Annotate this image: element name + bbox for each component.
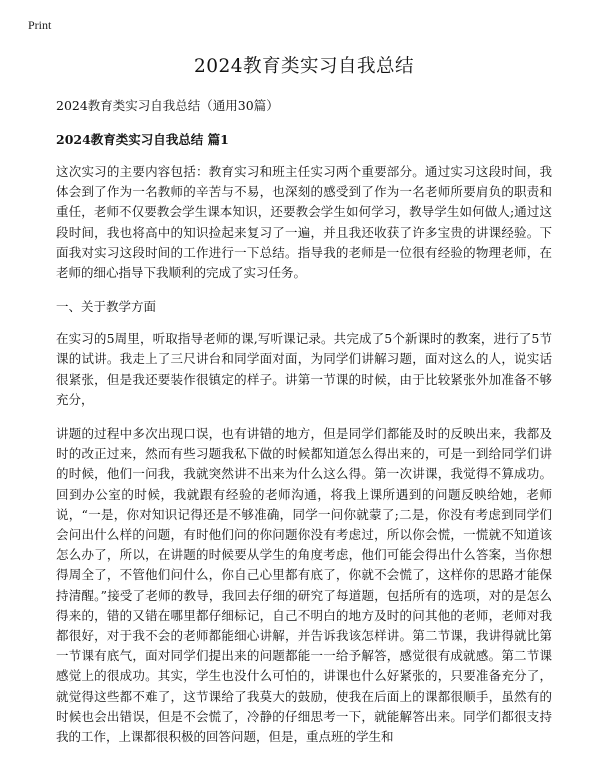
paragraph-intro: 这次实习的主要内容包括：教育实习和班主任实习两个重要部分。通过实习这段时间，我体会到了作为一名教师的辛苦与不易，也深刻的感受到了作为一名老师所要肩负的职责和重任，老师不仅要教会学生课本知识，还要教会学生如何学习，教导学生如何做人;通过这段时间，我也将高中的知识捡起来复习了一遍，并且我还收获了许多宝贵的讲课经验。下面我对实习这段时间的工作进行一下总结。指导我的老师是一位很有经验的物理老师，在老师的细心指导下我顺利的完成了实习任务。	[56, 164, 552, 281]
paragraph-lecture-experience: 讲题的过程中多次出现口误，也有讲错的地方，但是同学们都能及时的反映出来，我都及时的改正过来，然而有些习题我私下做的时候都知道怎么得出来的，可是一到给同学们讲的时候，他们一问我，我就突然讲不出来为什么这么得。第一次讲课，我觉得不算成功。回到办公室的时候，我就跟有经验的老师沟通，将我上课所遇到的问题反映给她，老师说，“一是，你对知识记得还是不够准确，同学一问你就蒙了;二是，你没有考虑到同学们会问出什么样的问题，有时他们问的你问题你没有考虑过，所以你会慌，一慌就不知道该怎么办了，所以，在讲题的时候要从学生的角度考虑，他们可能会得出什么答案，当你想得周全了，不管他们问什么，你自己心里都有底了，你就不会慌了，这样你的思路才能保持清醒。”接受了老师的教导，我回去仔细的研究了每道题，包括所有的选项，对的是怎么得来的，错的又错在哪里都仔细标记，自己不明白的地方及时的问其他的老师，老师对我都很好，对于我不会的老师都能细心讲解，并告诉我该怎样讲。第二节课，我讲得就比第一节课有底气，面对同学们提出来的问题都能一一给予解答，感觉很有成就感。第二节课感觉上的很成功。其实，学生也没什么可怕的，讲课也什么好紧张的，只要准备充分了，就觉得这些都不难了，这节课给了我莫大的鼓励，使我在后面上的课都很顺手，虽然有的时候也会出错误，但是不会慌了，冷静的仔细思考一下，就能解答出来。同学们都很支持我的工作，上课都很积极的回答问题，但是，重点班的学生和	[56, 426, 552, 745]
paragraph-internship-weeks: 在实习的5周里，听取指导老师的课,写听课记录。共完成了5个新课时的教案，进行了5节课的试讲。我走上了三尺讲台和同学面对面，为同学们讲解习题，面对这么的人，说实话很紧张，但是我还要装作很镇定的样子。讲第一节课的时候，由于比较紧张外加准备不够充分，	[56, 331, 552, 407]
document-subtitle: 2024教育类实习自我总结（通用30篇）	[56, 98, 279, 113]
section-heading: 2024教育类实习自我总结 篇1	[56, 132, 229, 147]
document-body	[56, 52, 552, 761]
document-title: 2024教育类实习自我总结	[193, 56, 415, 77]
subheading-teaching: 一、关于教学方面	[56, 299, 157, 315]
print-link[interactable]: Print	[28, 18, 52, 32]
